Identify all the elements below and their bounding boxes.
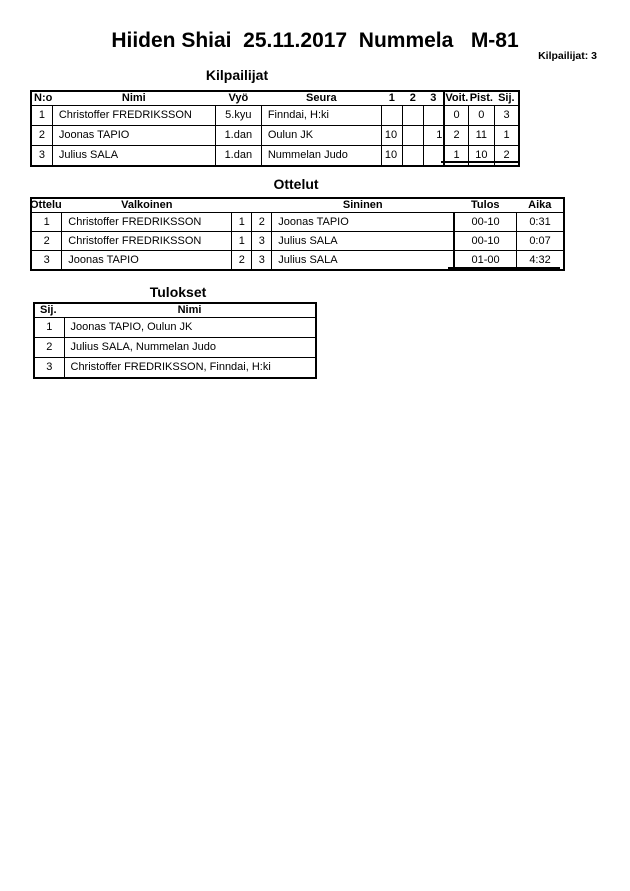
cell-no: 3: [31, 146, 52, 167]
cell-belt: 1.dan: [215, 146, 261, 167]
cell-round2: [402, 146, 423, 167]
col-header-match-no: Ottelu: [30, 199, 62, 211]
matches-header-row: [31, 198, 564, 213]
cell-round3: [423, 106, 444, 126]
col-header-time: Aika: [517, 198, 564, 213]
col-header-blue-no: [252, 198, 272, 213]
col-header-place: Sij.: [34, 303, 64, 318]
cell-blue-name: Julius SALA: [272, 251, 454, 271]
cell-place: 2: [494, 146, 519, 167]
cell-result: 00-10: [454, 213, 517, 232]
col-header-round3: 3: [423, 91, 444, 106]
cell-place: 1: [494, 126, 519, 146]
cell-white-no: 1: [232, 213, 252, 232]
page-title: Hiiden Shiai 25.11.2017 Nummela M-81: [111, 29, 519, 52]
cell-points: 0: [468, 106, 494, 126]
col-header-white-no: [232, 198, 252, 213]
results-heading: Tulokset: [149, 284, 207, 300]
col-header-place: Sij.: [494, 91, 519, 106]
col-header-club: Seura: [261, 91, 381, 106]
group-border-fragment: [448, 267, 560, 269]
cell-place: 1: [34, 318, 64, 338]
cell-name: Joonas TAPIO: [52, 126, 215, 146]
cell-name: Christoffer FREDRIKSSON, Finndai, H:ki: [64, 358, 316, 379]
col-header-points: Pist.: [469, 92, 493, 104]
cell-round1: [381, 106, 402, 126]
cell-belt: 5.kyu: [215, 106, 261, 126]
col-header-no: N:o: [31, 91, 52, 106]
matches-table: [30, 197, 565, 271]
cell-place: 3: [34, 358, 64, 379]
col-header-name: Nimi: [52, 91, 215, 106]
cell-white-name: Christoffer FREDRIKSSON: [62, 232, 232, 251]
cell-white-no: 1: [232, 232, 252, 251]
cell-club: Nummelan Judo: [261, 146, 381, 167]
col-header-result: Tulos: [454, 198, 517, 213]
cell-wins: 2: [444, 126, 468, 146]
matches-table-grid: [30, 197, 565, 271]
cell-round1: 10: [381, 146, 402, 167]
cell-time: 0:31: [517, 213, 564, 232]
col-header-white: Valkoinen: [62, 198, 232, 213]
cell-club: Oulun JK: [261, 126, 381, 146]
cell-round2: [402, 126, 423, 146]
cell-round3: 1: [423, 126, 444, 146]
cell-place: 2: [34, 338, 64, 358]
result-row: [34, 338, 316, 358]
cell-club: Finndai, H:ki: [261, 106, 381, 126]
cell-blue-no: 3: [252, 251, 272, 271]
cell-round2: [402, 106, 423, 126]
cell-wins: 0: [444, 106, 468, 126]
cell-points: 10: [468, 146, 494, 167]
competitors-table-grid: [30, 90, 520, 167]
cell-white-no: 2: [232, 251, 252, 271]
cell-name: Joonas TAPIO, Oulun JK: [64, 318, 316, 338]
competitor-count-label: Kilpailijat: 3: [538, 50, 597, 62]
cell-blue-name: Joonas TAPIO: [272, 213, 454, 232]
competitors-table: [30, 90, 520, 167]
cell-white-name: Christoffer FREDRIKSSON: [62, 213, 232, 232]
cell-round1: 10: [381, 126, 402, 146]
cell-wins: 1: [444, 146, 468, 167]
cell-blue-name: Julius SALA: [272, 232, 454, 251]
cell-name: Julius SALA, Nummelan Judo: [64, 338, 316, 358]
group-border-fragment: [441, 161, 518, 163]
cell-match-no: 2: [31, 232, 62, 251]
cell-result: 01-00: [454, 251, 517, 271]
competitors-heading: Kilpailijat: [205, 67, 269, 83]
matches-heading: Ottelut: [273, 176, 319, 192]
results-table-grid: [33, 302, 317, 379]
cell-place: 3: [494, 106, 519, 126]
cell-match-no: 1: [31, 213, 62, 232]
cell-time: 4:32: [517, 251, 564, 271]
col-header-blue: Sininen: [272, 198, 454, 213]
results-table: [33, 302, 317, 379]
cell-blue-no: 2: [252, 213, 272, 232]
cell-white-name: Joonas TAPIO: [62, 251, 232, 271]
cell-no: 2: [31, 126, 52, 146]
col-header-belt: Vyö: [215, 91, 261, 106]
cell-match-no: 3: [31, 251, 62, 271]
cell-time: 0:07: [517, 232, 564, 251]
competitor-row: [31, 126, 519, 146]
col-header-round1: 1: [381, 91, 402, 106]
cell-name: Christoffer FREDRIKSSON: [52, 106, 215, 126]
cell-points: 11: [468, 126, 494, 146]
col-header-wins: Voit.: [445, 92, 469, 104]
result-row: [34, 358, 316, 379]
match-row: [31, 213, 564, 232]
col-header-name: Nimi: [64, 303, 316, 318]
result-row: [34, 318, 316, 338]
competitor-row: [31, 106, 519, 126]
cell-name: Julius SALA: [52, 146, 215, 167]
col-header-round2: 2: [402, 91, 423, 106]
cell-blue-no: 3: [252, 232, 272, 251]
results-header-row: [34, 303, 316, 318]
match-row: [31, 232, 564, 251]
competitors-header-row: [31, 91, 519, 106]
cell-belt: 1.dan: [215, 126, 261, 146]
cell-result: 00-10: [454, 232, 517, 251]
cell-no: 1: [31, 106, 52, 126]
